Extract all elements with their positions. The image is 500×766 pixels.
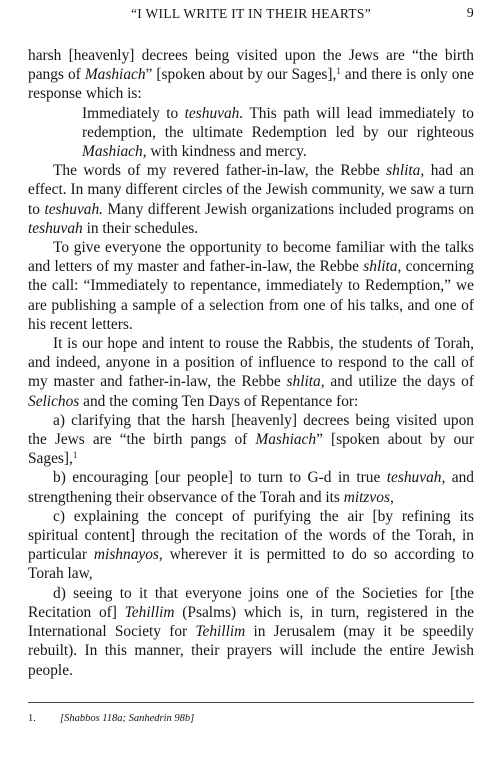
text-run: and utilize the days of [324,373,474,391]
text-run: harsh [heavenly] decrees being visited upon the Jews are “the birth pangs of [28,47,474,84]
text-run: The words of my revered father-in-law, the Rebbe [53,162,387,180]
italic-term: teshuvah. [184,104,244,122]
text-run: Many different Jewish organizations included programs on [103,200,474,218]
text-run: It is our hope and intent to rouse the Rabbis, the students of Torah, and indeed, anyone in a position of influence to respond to the call of my master and father-in-law, the Rebbe [28,335,474,391]
text-run: wherever it is permitted to do so according to Torah law, [28,546,475,583]
paragraph [28,584,474,680]
footnote-text: [Shabbos 118a; Sanhedrin 98b] [60,713,195,724]
italic-term: shlita, [386,162,425,180]
italic-term: teshuvah. [44,200,104,218]
text-run: and strengthening their observance of the Torah and its [28,469,474,506]
footnote-divider [28,702,474,703]
text-run: a) clarifying that the harsh [heavenly] decrees being visited upon the Jews are “the birth pangs of [28,411,474,449]
text-run: Immediately to [82,104,185,122]
running-head: “I WILL WRITE IT IN THEIR HEARTS” [130,6,372,21]
text-run: concerning the call: “Immediately to repentance, immediately to Redemption,” we are publishing a sample of a selection from one of his talks, and one of his recent letters. [28,258,474,333]
paragraph [28,468,474,506]
page-header [28,6,474,26]
text-run: and the coming Ten Days of Repentance for: [79,392,359,410]
text-run: c) explaining the concept of purifying the air [by refining its spiritual content] through the recitation of the words of the Torah, in particular [28,507,474,564]
paragraph [28,411,474,469]
paragraph [28,238,474,334]
text-run: b) encouraging [our people] to turn to G-d in true [53,469,387,487]
italic-term: Tehillim [195,623,246,641]
footnote [28,713,474,724]
text-run: in Jerusalem (may it be speedily rebuilt). In this manner, their prayers will include the entire Jewish people. [28,623,474,679]
text-run: To give everyone the opportunity to become familiar with the talks and letters of my master and father-in-law, the Rebbe [28,239,474,276]
italic-term: shlita, [363,258,402,276]
text-run: d) seeing to it that everyone joins one of the Societies for [the Recitation of] [28,584,474,621]
italic-term: mitzvos, [343,488,394,506]
paragraph [28,334,474,411]
page-number: 9 [466,6,474,21]
text-run: (Psalms) which is, in turn, registered in the International Society for [28,603,474,641]
paragraph [28,161,474,238]
text-run: This path will lead immediately to redemption, the ultimate Redemption led by our righteous [82,104,474,141]
italic-term: teshuvah, [386,469,446,487]
italic-term: Tehillim [124,603,175,621]
italic-term: Mashiach [84,66,146,84]
italic-term: teshuvah [28,219,83,237]
italic-term: Selichos [28,392,80,410]
text-run: ” [spoken about by our Sages], [28,431,474,468]
body-text [28,46,474,680]
footnote-number: 1. [28,713,36,724]
block-quote [82,104,474,162]
italic-term: Mashiach, [82,143,147,161]
italic-term: Mashiach [255,431,317,449]
text-run: ” [spoken about by our Sages], [145,66,337,84]
text-run: had an effect. In many different circles of the Jewish community, we saw a turn to [28,162,474,218]
paragraph [28,507,474,584]
text-run: with kindness and mercy. [146,143,307,161]
text-run: in their schedules. [82,219,199,237]
paragraph [28,46,474,104]
footnote-ref: 1 [72,450,78,461]
italic-term: mishnayos, [93,546,163,564]
italic-term: shlita, [286,373,325,391]
text-run: and there is only one response which is: [28,66,474,103]
footnote-ref: 1 [336,66,341,77]
